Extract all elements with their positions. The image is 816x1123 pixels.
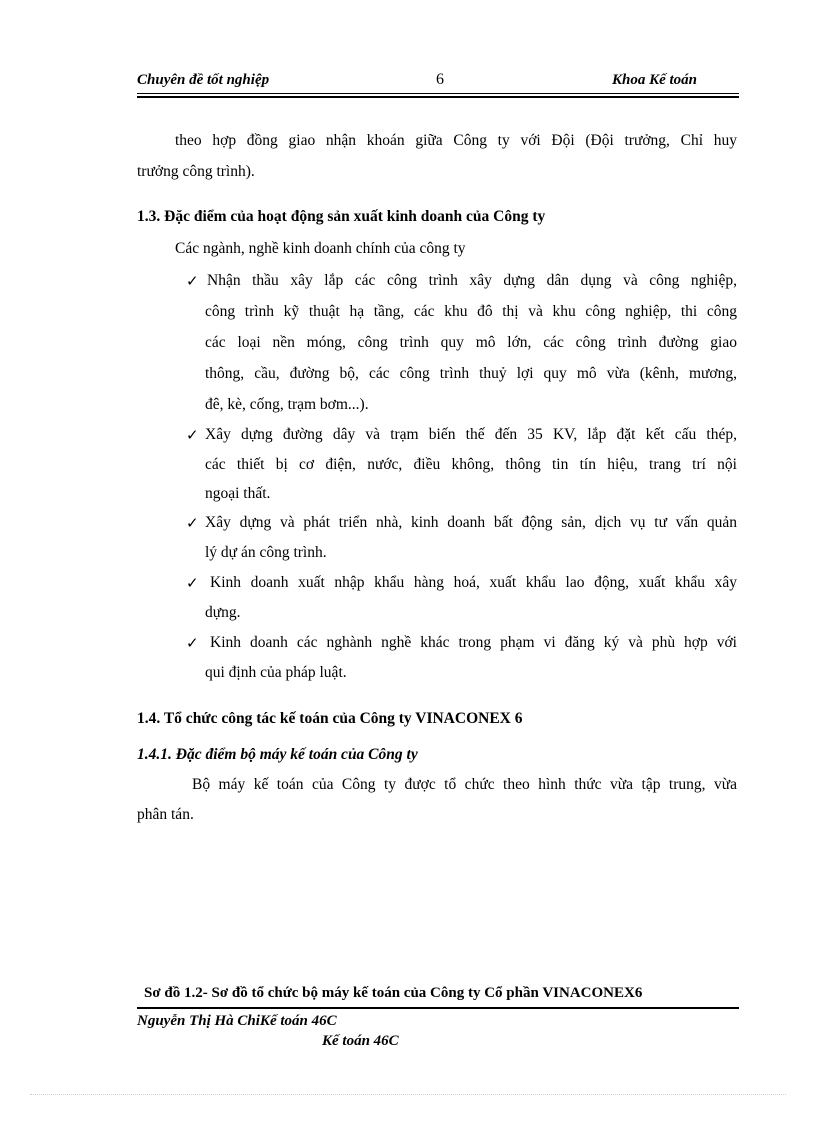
page-border <box>30 1094 786 1095</box>
bullet-3-line-1: Xây dựng và phát triển nhà, kinh doanh bất động sản, dịch vụ tư vấn quản <box>205 514 737 531</box>
figure-caption: Sơ đồ 1.2- Sơ đồ tổ chức bộ máy kế toán của Công ty Cổ phần VINACONEX6 <box>144 985 643 1001</box>
bullet-2-line-3: ngoại thất. <box>205 485 271 502</box>
para-line-2: phân tán. <box>137 806 194 823</box>
bullet-3-line-2: lý dự án công trình. <box>205 544 327 561</box>
bullet-2-line-1: Xây dựng đường dây và trạm biến thế đến 35 KV, lắp đặt kết cấu thép, <box>205 426 737 443</box>
checkmark-icon: ✓ <box>186 574 199 592</box>
bullet-1-line-5: đê, kè, cống, trạm bơm...). <box>205 396 369 413</box>
header-right: Khoa Kế toán <box>612 72 698 88</box>
bullet-1-line-4: thông, cầu, đường bộ, các công trình thuỷ lợi quy mô vừa (kênh, mương, <box>205 365 737 382</box>
footer-line-2: Kế toán 46C <box>322 1033 399 1049</box>
checkmark-icon: ✓ <box>186 426 199 444</box>
footer-line-1: Nguyễn Thị Hà ChiKế toán 46C <box>137 1013 337 1029</box>
bullet-4-line-2: dựng. <box>205 604 241 621</box>
section-1-4-1-heading: 1.4.1. Đặc điểm bộ máy kế toán của Công ty <box>137 746 418 763</box>
intro-line-1: theo hợp đồng giao nhận khoán giữa Công ty với Đội (Đội trưởng, Chỉ huy <box>175 132 737 149</box>
footer-rule <box>137 1007 739 1009</box>
intro-line-2: trưởng công trình). <box>137 163 255 180</box>
bullet-1-line-2: công trình kỹ thuật hạ tầng, các khu đô thị và khu công nghiệp, thi công <box>205 303 737 320</box>
checkmark-icon: ✓ <box>186 514 199 532</box>
header-rule-thick <box>137 96 739 98</box>
lead-text: Các ngành, nghề kinh doanh chính của công ty <box>175 240 466 257</box>
bullet-5-line-2: qui định của pháp luật. <box>205 664 347 681</box>
section-1-4-heading: 1.4. Tổ chức công tác kế toán của Công ty VINACONEX 6 <box>137 710 523 727</box>
header-left: Chuyên đề tốt nghiệp <box>137 72 270 88</box>
checkmark-icon: ✓ <box>186 272 199 290</box>
bullet-1-line-1: Nhận thầu xây lắp các công trình xây dựng dân dụng và công nghiệp, <box>207 272 737 289</box>
bullet-1-line-3: các loại nền móng, công trình quy mô lớn, các công trình đường giao <box>205 334 737 351</box>
header-rule <box>137 93 739 94</box>
bullet-2-line-2: các thiết bị cơ điện, nước, điều không, thông tin tín hiệu, trang trí nội <box>205 456 737 473</box>
bullet-4-line-1: Kinh doanh xuất nhập khẩu hàng hoá, xuất khẩu lao động, xuất khẩu xây <box>210 574 737 591</box>
page-number: 6 <box>436 71 444 88</box>
checkmark-icon: ✓ <box>186 634 199 652</box>
para-line-1: Bộ máy kế toán của Công ty được tổ chức theo hình thức vừa tập trung, vừa <box>192 776 737 793</box>
bullet-5-line-1: Kinh doanh các nghành nghề khác trong phạm vi đăng ký và phù hợp với <box>210 634 737 651</box>
section-1-3-heading: 1.3. Đặc điểm của hoạt động sản xuất kinh doanh của Công ty <box>137 208 546 225</box>
